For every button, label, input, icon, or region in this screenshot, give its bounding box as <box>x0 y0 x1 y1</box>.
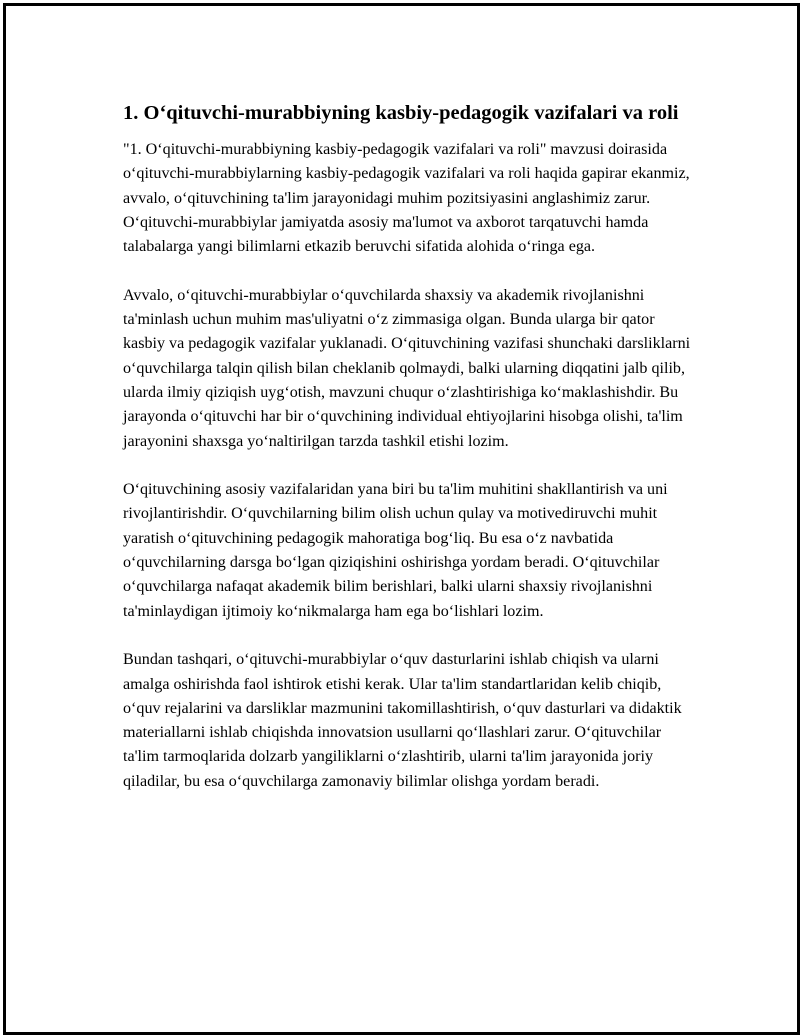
section-heading: 1. O‘qituvchi-murabbiyning kasbiy-pedagogik vazifalari va roli <box>123 102 679 124</box>
paragraph-4: Bundan tashqari, o‘qituvchi-murabbiylar o‘quv dasturlarini ishlab chiqish va ularni amalga oshirishda faol ishtirok etishi kerak. Ular ta'lim standartlaridan kelib chiqib, o‘quv rejalarini va darsliklar mazmunini takomillashtirish, o‘quv dasturlari va didaktik materiallarni ishlab chiqishda innovatsion usullarni qo‘llashlari zarur. O‘qituvchilar ta'lim tarmoqlarida dolzarb yangiliklarni o‘zlashtirib, ularni ta'lim jarayonida joriy qiladilar, bu esa o‘quvchilarga zamonaviy bilimlar olishga yordam beradi. <box>123 651 682 790</box>
document-body <box>120 100 700 818</box>
page-frame <box>3 3 800 1035</box>
paragraph-1: "1. O‘qituvchi-murabbiyning kasbiy-pedagogik vazifalari va roli" mavzusi doirasida o‘qituvchi-murabbiylarning kasbiy-pedagogik vazifalari va roli haqida gapirar ekanmiz, avvalo, o‘qituvchining ta'lim jarayonidagi muhim pozitsiyasini anglashimiz zarur. O‘qituvchi-murabbiylar jamiyatda asosiy ma'lumot va axborot tarqatuvchi hamda talabalarga yangi bilimlarni etkazib beruvchi sifatida alohida o‘ringa ega. <box>123 141 690 256</box>
paragraph-3: O‘qituvchining asosiy vazifalaridan yana biri bu ta'lim muhitini shakllantirish va uni rivojlantirishdir. O‘quvchilarning bilim olish uchun qulay va motivediruvchi muhit yaratish o‘qituvchining pedagogik mahoratiga bog‘liq. Bu esa o‘z navbatida o‘quvchilarning darsga bo‘lgan qiziqishini oshirishga yordam beradi. O‘qituvchilar o‘quvchilarga nafaqat akademik bilim berishlari, balki ularni shaxsiy rivojlanishni ta'minlaydigan ijtimoiy ko‘nikmalarga ham ega bo‘lishlari lozim. <box>123 481 668 620</box>
paragraph-2: Avvalo, o‘qituvchi-murabbiylar o‘quvchilarda shaxsiy va akademik rivojlanishni ta'minlash uchun muhim mas'uliyatni o‘z zimmasiga olgan. Bunda ularga bir qator kasbiy va pedagogik vazifalar yuklanadi. O‘qituvchining vazifasi shunchaki darsliklarni o‘quvchilarga talqin qilish bilan cheklanib qolmaydi, balki ularning diqqatini jalb qilib, ularda ilmiy qiziqish uyg‘otish, mavzuni chuqur o‘zlashtirishiga ko‘maklashishdir. Bu jarayonda o‘qituvchi har bir o‘quvchining individual ehtiyojlarini hisobga olishi, ta'lim jarayonini shaxsga yo‘naltirilgan tarzda tashkil etishi lozim. <box>123 286 691 450</box>
